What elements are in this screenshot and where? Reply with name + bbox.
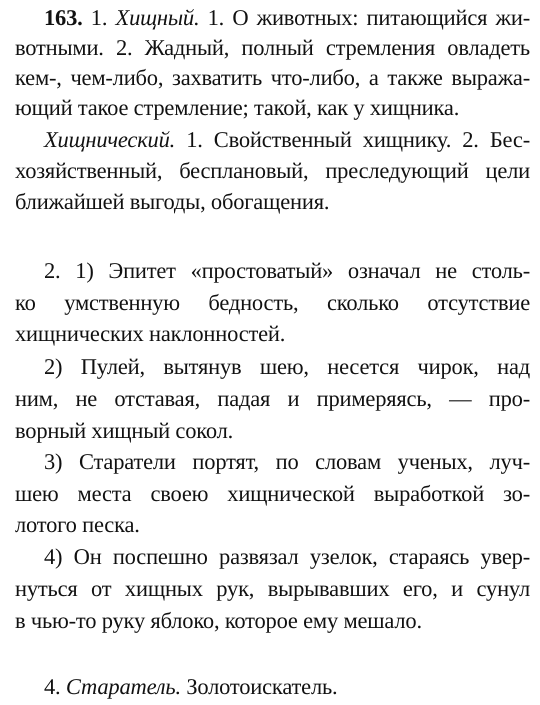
- entry-number: 163.: [44, 5, 83, 30]
- task2-line-5: ним, не отставая, падая и примеряясь, — про-: [15, 386, 530, 411]
- task4-line: [44, 676, 337, 699]
- entry-line-5: [44, 129, 530, 152]
- task4-number: 4.: [44, 674, 61, 699]
- task2-line-1: 2. 1) Эпитет «простоватый» означал не столь-: [44, 258, 530, 283]
- headword-khishchny: Хищный.: [115, 5, 200, 30]
- headword-khishchnichesky: Хищнический.: [44, 127, 176, 152]
- task2-line-10: 4) Он поспешно развязал узелок, стараясь увер-: [44, 544, 530, 569]
- definition-text: 1. О животных: питающийся жи-: [207, 5, 530, 30]
- definition-text: 1. Свойственный хищнику. 2. Бес-: [186, 127, 530, 152]
- entry-line-7: ближайшей выгоды, обогащения.: [15, 189, 330, 214]
- entry-line-6: хозяйственный, бесплановый, преследующий цели: [15, 158, 530, 183]
- task2-line-6: ворный хищный сокол.: [15, 418, 234, 443]
- task2-line-7: 3) Старатели портят, по словам ученых, луч-: [44, 449, 530, 474]
- entry-line-1: 163. 1. Хищный. 1. О животных: питающийся жи-: [44, 5, 530, 30]
- entry-line-4: ющий такое стремление; такой, как у хищника.: [15, 95, 460, 120]
- task2-line-12: в чью-то руку яблоко, которое ему мешало.: [15, 608, 422, 633]
- task2-line-3: хищнических наклонностей.: [15, 321, 286, 346]
- entry-line-2: вотными. 2. Жадный, полный стремления овладеть: [15, 35, 530, 60]
- task4-definition: Золотоискатель.: [186, 674, 338, 699]
- task2-line-2: ко умственную бедность, сколько отсутствие: [15, 290, 530, 315]
- task2-line-4: 2) Пулей, вытянув шею, несется чирок, над: [44, 354, 530, 379]
- task2-line-11: нуться от хищных рук, вырывавших его, и сунул: [15, 576, 530, 601]
- entry-line-3: кем-, чем-либо, захватить что-либо, а также выража-: [15, 65, 530, 90]
- task2-line-9: лотого песка.: [15, 512, 140, 537]
- task2-line-8: шею места своею хищнической выработкой зо-: [15, 481, 530, 506]
- headword-staratel: Старатель.: [65, 674, 181, 699]
